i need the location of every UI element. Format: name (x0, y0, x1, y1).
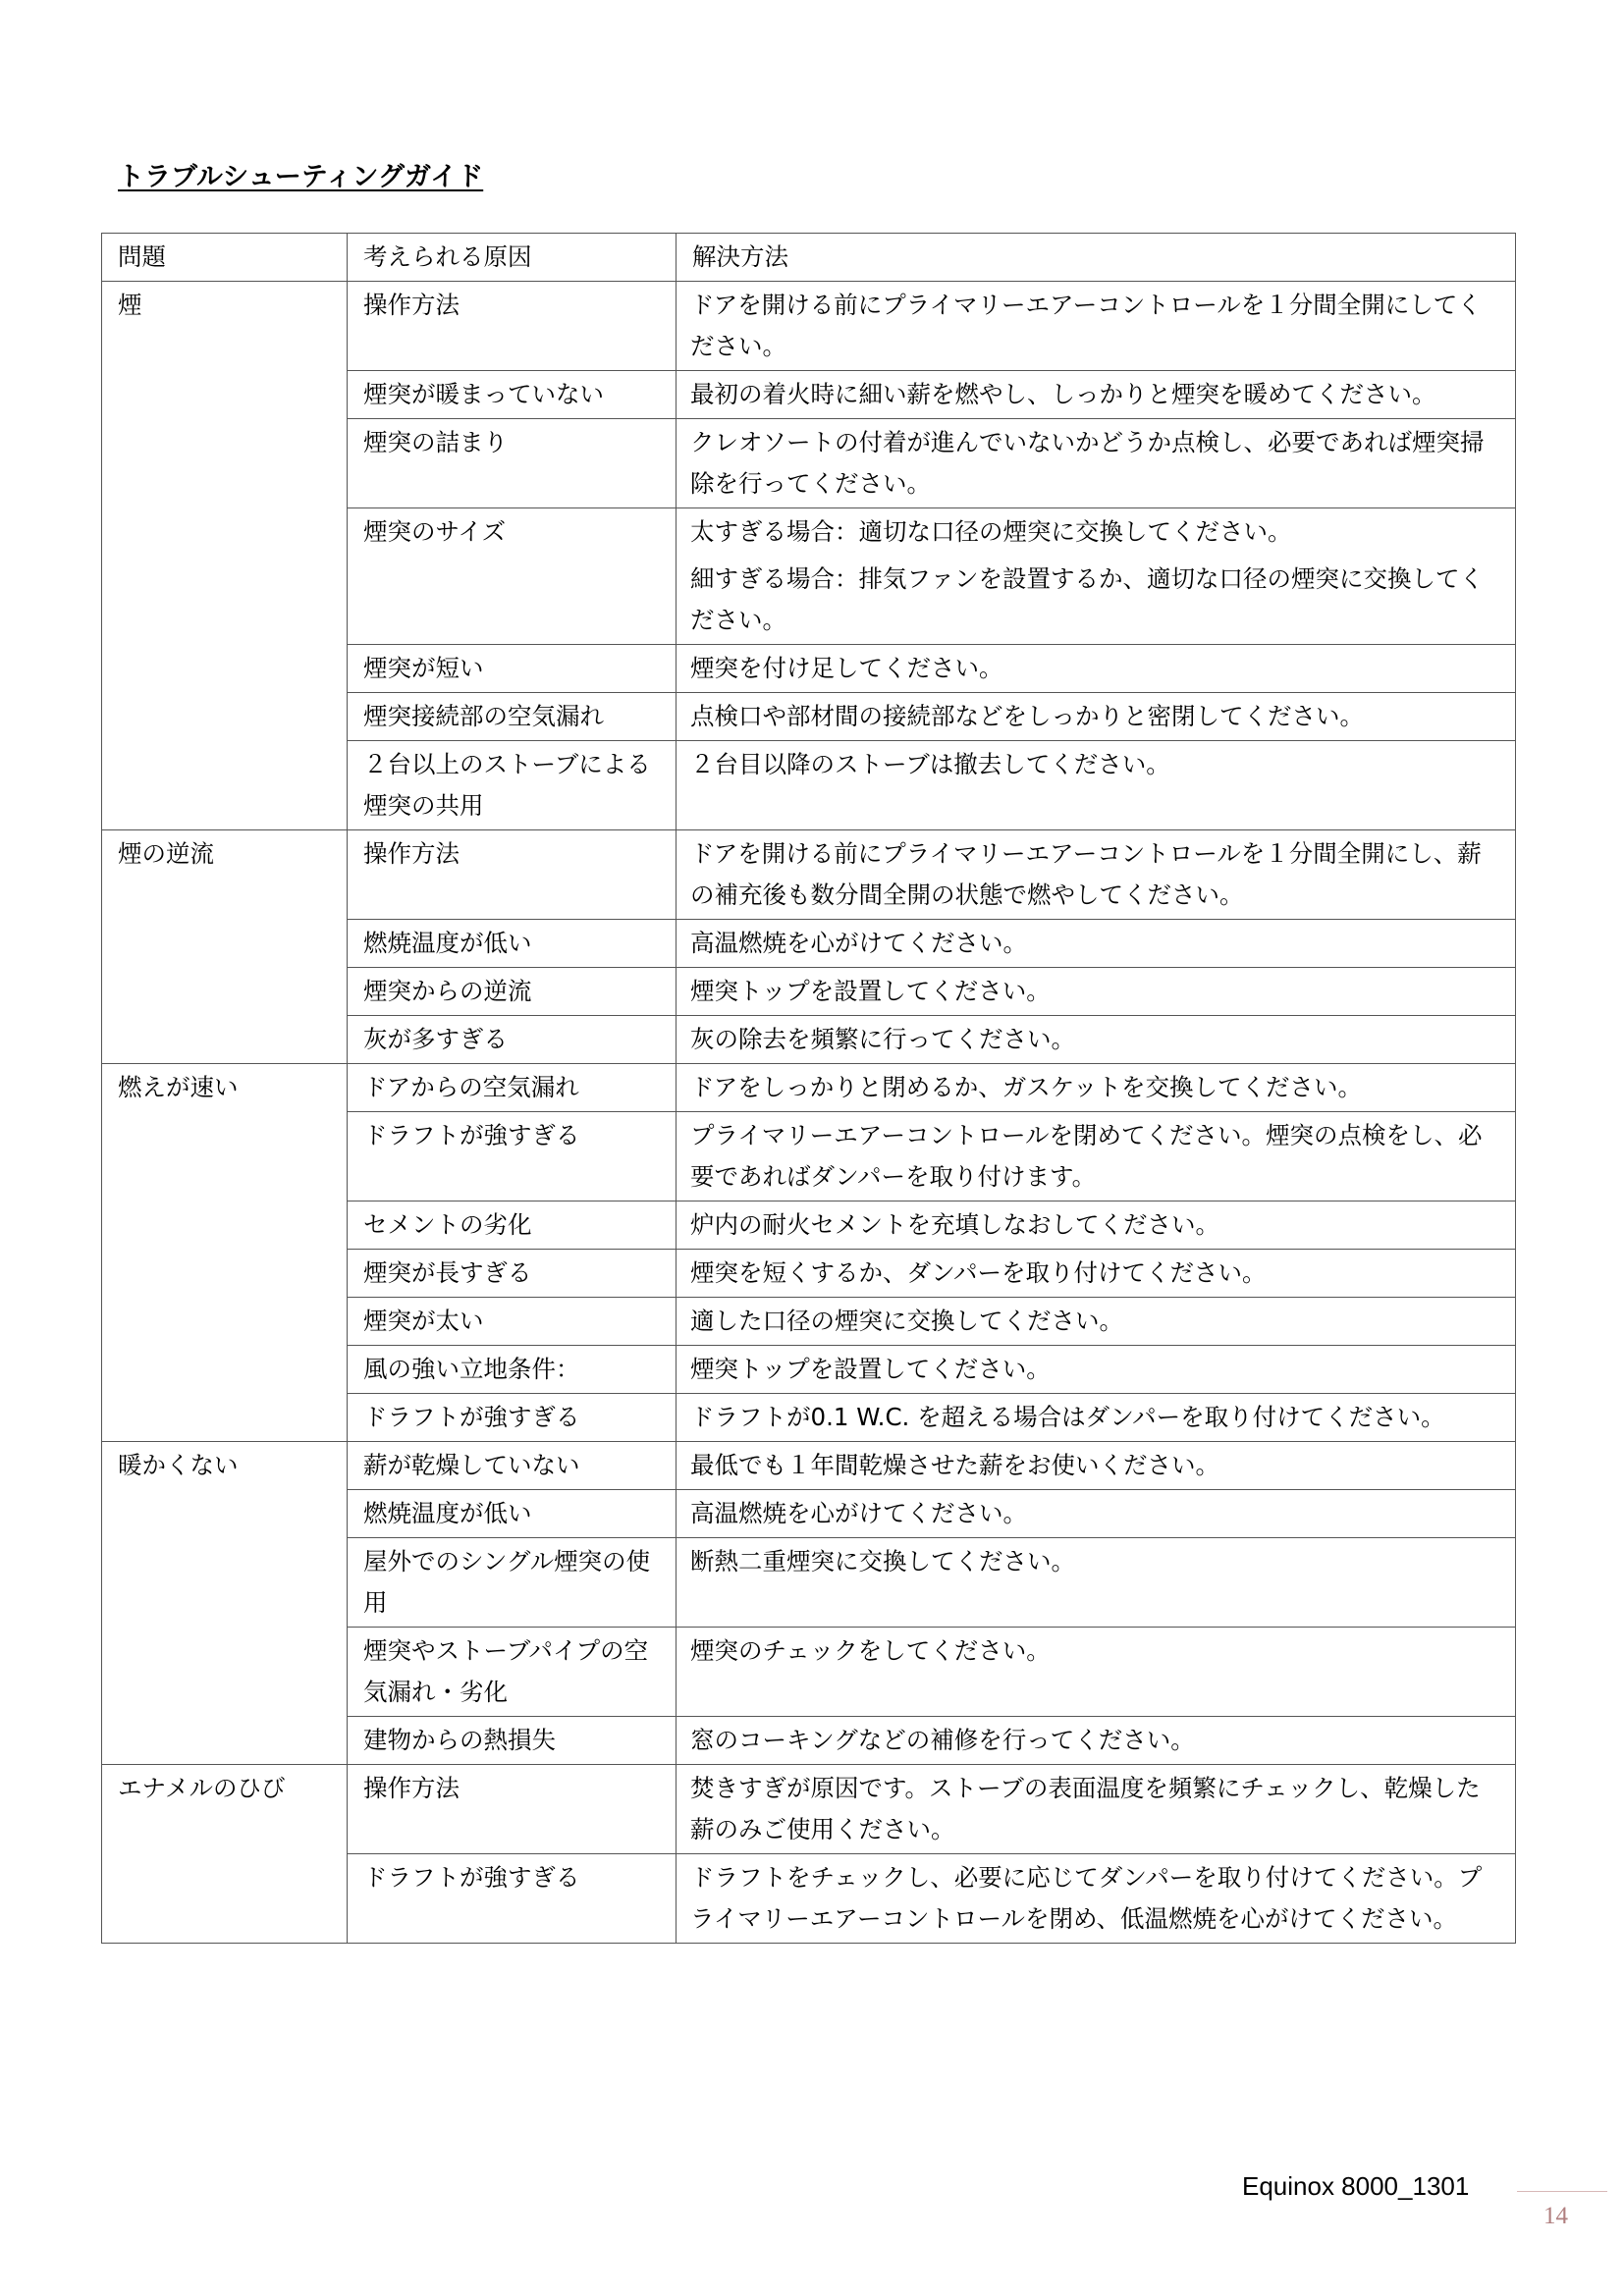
cause-cell: 建物からの熱損失 (348, 1717, 677, 1765)
solution-text: 断熱二重煙突に交換してください。 (690, 1547, 1075, 1575)
header-cause: 考えられる原因 (348, 234, 677, 282)
cause-cell: 操作方法 (348, 1765, 677, 1854)
solution-cell (677, 741, 1516, 830)
solution-text: 細すぎる場合：排気ファンを設置するか、適切な口径の煙突に交換してください。 (690, 564, 1485, 634)
solution-cell (677, 508, 1516, 645)
solution-text: プライマリーエアーコントロールを閉めてください。煙突の点検をし、必要であればダンパーを取り付けます。 (690, 1121, 1483, 1191)
solution-cell (677, 1201, 1516, 1250)
solution-cell (677, 419, 1516, 508)
solution-cell (677, 371, 1516, 419)
solution-cell (677, 1298, 1516, 1346)
table-row (102, 1442, 1516, 1490)
footer-divider (1517, 2191, 1607, 2192)
problem-cell: 煙の逆流 (102, 830, 348, 1064)
solution-text: 灰の除去を頻繁に行ってください。 (690, 1025, 1075, 1053)
cause-cell: 薪が乾燥していない (348, 1442, 677, 1490)
solution-cell (677, 645, 1516, 693)
cause-cell: 灰が多すぎる (348, 1016, 677, 1064)
solution-text: クレオソートの付着が進んでいないかどうか点検し、必要であれば煙突掃除を行ってください。 (690, 428, 1485, 498)
solution-text: 煙突を短くするか、ダンパーを取り付けてください。 (690, 1258, 1267, 1287)
solution-text: 適した口径の煙突に交換してください。 (690, 1307, 1123, 1335)
solution-text: 煙突トップを設置してください。 (690, 1355, 1051, 1383)
solution-cell (677, 1250, 1516, 1298)
solution-cell (677, 693, 1516, 741)
cause-cell: ドラフトが強すぎる (348, 1112, 677, 1201)
solution-cell (677, 1064, 1516, 1112)
solution-cell (677, 282, 1516, 371)
solution-text: 最低でも１年間乾燥させた薪をお使いください。 (690, 1451, 1219, 1479)
solution-cell (677, 1765, 1516, 1854)
solution-text: ドアをしっかりと閉めるか、ガスケットを交換してください。 (690, 1073, 1363, 1101)
table-body (102, 282, 1516, 1944)
table-row (102, 1064, 1516, 1112)
troubleshooting-table (101, 233, 1516, 1944)
solution-text: 窓のコーキングなどの補修を行ってください。 (690, 1726, 1195, 1754)
cause-cell: 煙突が暖まっていない (348, 371, 677, 419)
cause-cell: 屋外でのシングル煙突の使用 (348, 1538, 677, 1628)
solution-text: 高温燃焼を心がけてください。 (690, 1499, 1027, 1527)
solution-text: 煙突トップを設置してください。 (690, 977, 1051, 1005)
solution-text: 点検口や部材間の接続部などをしっかりと密閉してください。 (690, 702, 1364, 730)
problem-cell: 燃えが速い (102, 1064, 348, 1442)
problem-cell: 暖かくない (102, 1442, 348, 1765)
solution-cell (677, 1717, 1516, 1765)
solution-text: 煙突のチェックをしてください。 (690, 1636, 1051, 1665)
table-row (102, 1765, 1516, 1854)
solution-cell (677, 1394, 1516, 1442)
cause-cell: 煙突からの逆流 (348, 968, 677, 1016)
solution-cell (677, 1016, 1516, 1064)
cause-cell: 煙突接続部の空気漏れ (348, 693, 677, 741)
cause-cell: 煙突が短い (348, 645, 677, 693)
cause-cell: ドラフトが強すぎる (348, 1394, 677, 1442)
solution-cell (677, 1442, 1516, 1490)
solution-cell (677, 968, 1516, 1016)
footer-document-id: Equinox 8000_1301 (1242, 2171, 1470, 2201)
table-row (102, 282, 1516, 371)
cause-cell: ２台以上のストーブによる煙突の共用 (348, 741, 677, 830)
solution-cell (677, 920, 1516, 968)
cause-cell: ドアからの空気漏れ (348, 1064, 677, 1112)
solution-text: ドラフトが0.1 W.C. を超える場合はダンパーを取り付けてください。 (690, 1403, 1445, 1431)
header-solution: 解決方法 (677, 234, 1516, 282)
cause-cell: ドラフトが強すぎる (348, 1854, 677, 1944)
table-header-row (102, 234, 1516, 282)
cause-cell: 煙突の詰まり (348, 419, 677, 508)
solution-cell (677, 830, 1516, 920)
solution-text: 最初の着火時に細い薪を燃やし、しっかりと煙突を暖めてください。 (690, 380, 1436, 408)
header-problem: 問題 (102, 234, 348, 282)
solution-text: ２台目以降のストーブは撤去してください。 (690, 750, 1170, 778)
problem-cell: エナメルのひび (102, 1765, 348, 1944)
cause-cell: セメントの劣化 (348, 1201, 677, 1250)
table-row (102, 830, 1516, 920)
page-number: 14 (1543, 2203, 1568, 2229)
solution-text: ドアを開ける前にプライマリーエアーコントロールを１分間全開にし、薪の補充後も数分間全開の状態で燃やしてください。 (690, 839, 1482, 909)
cause-cell: 燃焼温度が低い (348, 1490, 677, 1538)
solution-text: 高温燃焼を心がけてください。 (690, 929, 1027, 957)
solution-text: ドアを開ける前にプライマリーエアーコントロールを１分間全開にしてください。 (690, 291, 1482, 360)
cause-cell: 煙突やストーブパイプの空気漏れ・劣化 (348, 1628, 677, 1717)
solution-cell (677, 1112, 1516, 1201)
cause-cell: 操作方法 (348, 282, 677, 371)
problem-cell: 煙 (102, 282, 348, 830)
cause-cell: 操作方法 (348, 830, 677, 920)
solution-text: 炉内の耐火セメントを充填しなおしてください。 (690, 1210, 1219, 1239)
cause-cell: 煙突が太い (348, 1298, 677, 1346)
solution-text: 焚きすぎが原因です。ストーブの表面温度を頻繁にチェックし、乾燥した薪のみご使用ください。 (690, 1774, 1481, 1843)
solution-cell (677, 1628, 1516, 1717)
solution-cell (677, 1490, 1516, 1538)
cause-cell: 燃焼温度が低い (348, 920, 677, 968)
solution-cell (677, 1538, 1516, 1628)
solution-text: 煙突を付け足してください。 (690, 654, 1003, 682)
solution-text: 太すぎる場合：適切な口径の煙突に交換してください。 (690, 517, 1292, 546)
cause-cell: 風の強い立地条件： (348, 1346, 677, 1394)
solution-cell (677, 1854, 1516, 1944)
cause-cell: 煙突が長すぎる (348, 1250, 677, 1298)
solution-cell (677, 1346, 1516, 1394)
page-title: トラブルシューティングガイド (118, 162, 484, 192)
cause-cell: 煙突のサイズ (348, 508, 677, 645)
solution-text: ドラフトをチェックし、必要に応じてダンパーを取り付けてください。プライマリーエアーコントロールを閉め、低温燃焼を心がけてください。 (690, 1863, 1483, 1933)
